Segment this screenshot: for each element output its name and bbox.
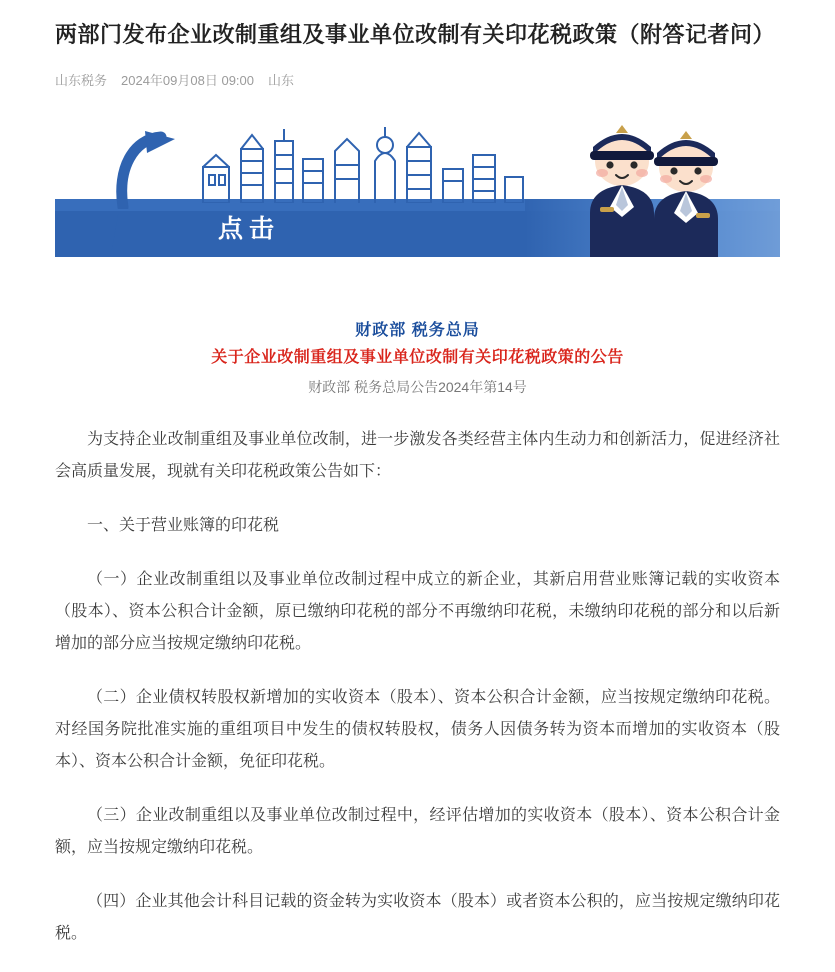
announcement-header	[55, 318, 780, 400]
body-paragraph: （四）企业其他会计科目记载的资金转为实收资本（股本）或者资本公积的，应当按规定缴纳印花税。	[55, 893, 780, 942]
banner-brush-stroke	[55, 213, 118, 251]
tax-officer-mascots-icon	[560, 121, 745, 257]
announcement-issuers: 财政部 税务总局	[355, 322, 480, 339]
curved-arrow-icon	[115, 129, 185, 209]
body-paragraph: （一）企业改制重组以及事业单位改制过程中成立的新企业，其新启用营业账簿记载的实收资本（股本）、资本公积合计金额，原已缴纳印花税的部分不再缴纳印花税，未缴纳印花税的部分和以后新增加的部分应当按规定缴纳印花税。	[55, 571, 780, 652]
body-paragraph: 为支持企业改制重组及事业单位改制，进一步激发各类经营主体内生动力和创新活力，促进经济社会高质量发展，现就有关印花税政策公告如下：	[55, 431, 780, 480]
article-banner-image	[55, 117, 780, 292]
page-title: 两部门发布企业改制重组及事业单位改制有关印花税政策（附答记者问）	[55, 22, 776, 47]
article-meta	[55, 70, 780, 89]
article-body	[55, 424, 780, 950]
announcement-headline: 关于企业改制重组及事业单位改制有关印花税政策的公告	[211, 349, 624, 366]
meta-datetime: 2024年09月08日 09:00	[121, 73, 254, 88]
body-paragraph: （二）企业债权转股权新增加的实收资本（股本）、资本公积合计金额，应当按规定缴纳印花税。对经国务院批准实施的重组项目中发生的债权转股权，债务人因债务转为资本而增加的实收资本（股本）、资本公积合计金额，免征印花税。	[55, 689, 780, 770]
body-paragraph: （三）企业改制重组以及事业单位改制过程中，经评估增加的实收资本（股本）、资本公积合计金额，应当按规定缴纳印花税。	[55, 807, 780, 856]
body-section-heading: 一、关于营业账簿的印花税	[87, 517, 280, 534]
banner-click-label: 点击	[218, 215, 281, 243]
city-skyline-icon	[185, 121, 535, 203]
meta-location: 山东	[268, 73, 295, 88]
announcement-doc-number: 财政部 税务总局公告2024年第14号	[308, 379, 527, 395]
meta-source: 山东税务	[55, 73, 108, 88]
